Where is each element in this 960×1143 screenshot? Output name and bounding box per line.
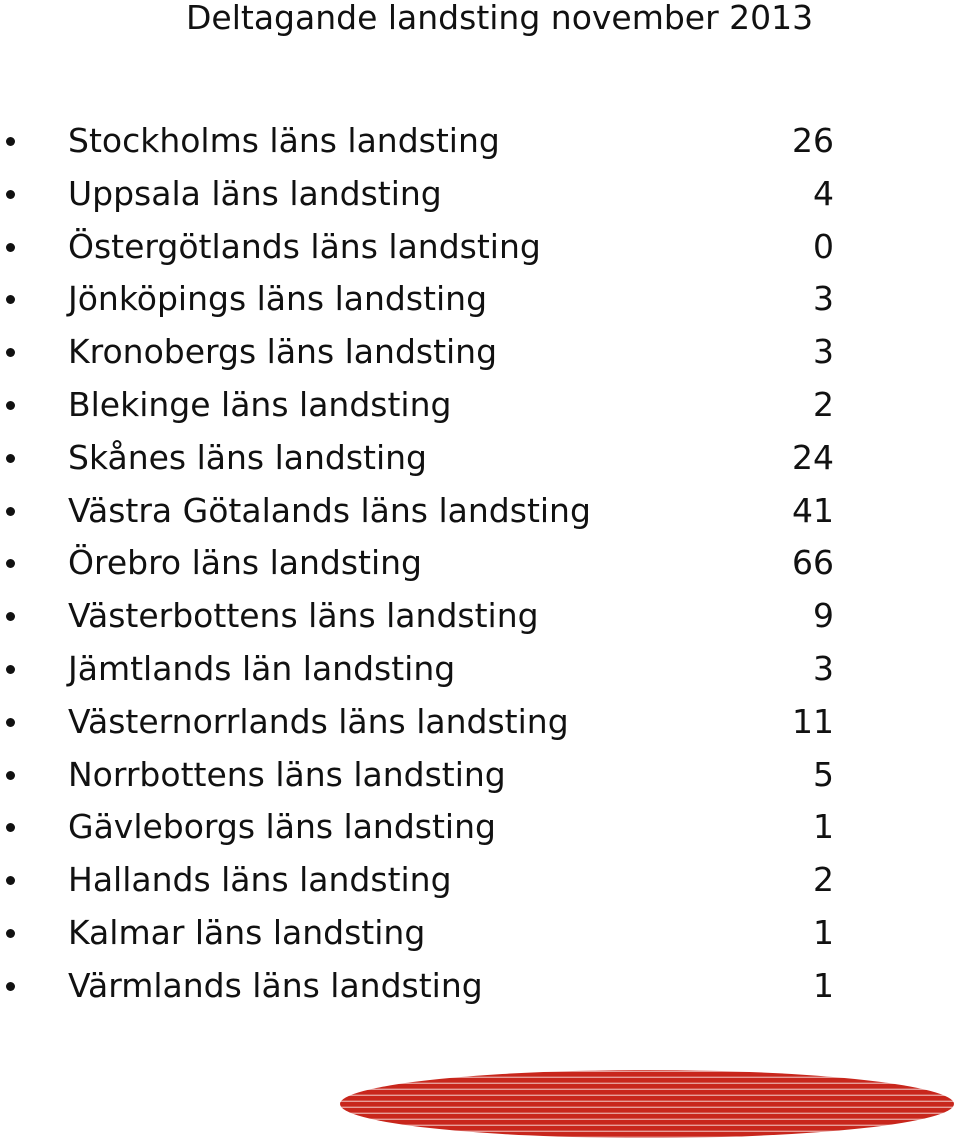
county-count: 3: [813, 279, 834, 319]
county-name: Skånes läns landsting: [68, 437, 428, 477]
bullet-dot-icon: [6, 982, 15, 991]
county-count: 26: [792, 121, 834, 160]
page-title: Deltagande landsting november 2013: [186, 0, 814, 37]
county-name: Kalmar läns landsting: [68, 912, 426, 952]
list-item: [0, 749, 960, 802]
list-item: [0, 907, 960, 960]
county-name: Norrbottens läns landsting: [68, 754, 506, 794]
bullet-dot-icon: [6, 401, 15, 410]
bullet-dot-icon: [6, 876, 15, 885]
county-name: Jämtlands län landsting: [68, 648, 456, 688]
bullet-dot-icon: [6, 823, 15, 832]
county-count: 5: [813, 754, 834, 794]
list-item: [0, 379, 960, 432]
bullet-dot-icon: [6, 665, 15, 674]
county-name: Västerbottens läns landsting: [68, 596, 539, 636]
county-count: 2: [813, 860, 834, 900]
county-count: 3: [813, 332, 834, 372]
bullet-dot-icon: [6, 929, 15, 938]
list-item: [0, 115, 960, 168]
list-item: [0, 643, 960, 696]
list-item: [0, 696, 960, 749]
county-name: Värmlands läns landsting: [68, 965, 483, 1005]
list-item: [0, 326, 960, 379]
county-count: 0: [813, 226, 834, 266]
bullet-dot-icon: [6, 771, 15, 780]
county-name: Örebro läns landsting: [68, 543, 422, 583]
county-count: 1: [813, 807, 834, 847]
bullet-dot-icon: [6, 454, 15, 463]
list-item: [0, 854, 960, 907]
list-item: [0, 221, 960, 274]
list-item: [0, 168, 960, 221]
list-item: [0, 537, 960, 590]
county-name: Stockholms läns landsting: [68, 121, 500, 160]
county-name: Västra Götalands läns landsting: [68, 490, 591, 530]
county-name: Blekinge läns landsting: [68, 384, 452, 424]
county-list: [0, 115, 960, 1013]
list-item: [0, 485, 960, 538]
county-name: Östergötlands läns landsting: [68, 226, 541, 266]
county-count: 11: [792, 701, 834, 741]
county-name: Jönköpings läns landsting: [68, 279, 488, 319]
bullet-dot-icon: [6, 190, 15, 199]
bullet-dot-icon: [6, 559, 15, 568]
bullet-dot-icon: [6, 243, 15, 252]
bullet-dot-icon: [6, 295, 15, 304]
red-oval-shape: [340, 1070, 954, 1138]
list-item: [0, 273, 960, 326]
list-item: [0, 801, 960, 854]
red-oval-icon: [338, 1066, 956, 1140]
list-item: [0, 590, 960, 643]
county-count: 4: [813, 173, 834, 213]
county-count: 2: [813, 384, 834, 424]
bullet-dot-icon: [6, 612, 15, 621]
bullet-dot-icon: [6, 348, 15, 357]
county-count: 66: [792, 543, 834, 583]
list-item: [0, 960, 960, 1013]
county-count: 24: [792, 437, 834, 477]
county-name: Gävleborgs läns landsting: [68, 807, 496, 847]
bullet-dot-icon: [6, 507, 15, 516]
county-count: 3: [813, 648, 834, 688]
county-name: Uppsala läns landsting: [68, 173, 442, 213]
county-name: Hallands läns landsting: [68, 860, 452, 900]
county-count: 1: [813, 965, 834, 1005]
county-name: Kronobergs läns landsting: [68, 332, 498, 372]
bullet-dot-icon: [6, 137, 15, 146]
county-name: Västernorrlands läns landsting: [68, 701, 569, 741]
county-count: 41: [792, 490, 834, 530]
bullet-dot-icon: [6, 718, 15, 727]
county-count: 1: [813, 912, 834, 952]
county-count: 9: [813, 596, 834, 636]
red-oval-graphic: [338, 1066, 956, 1140]
list-item: [0, 432, 960, 485]
